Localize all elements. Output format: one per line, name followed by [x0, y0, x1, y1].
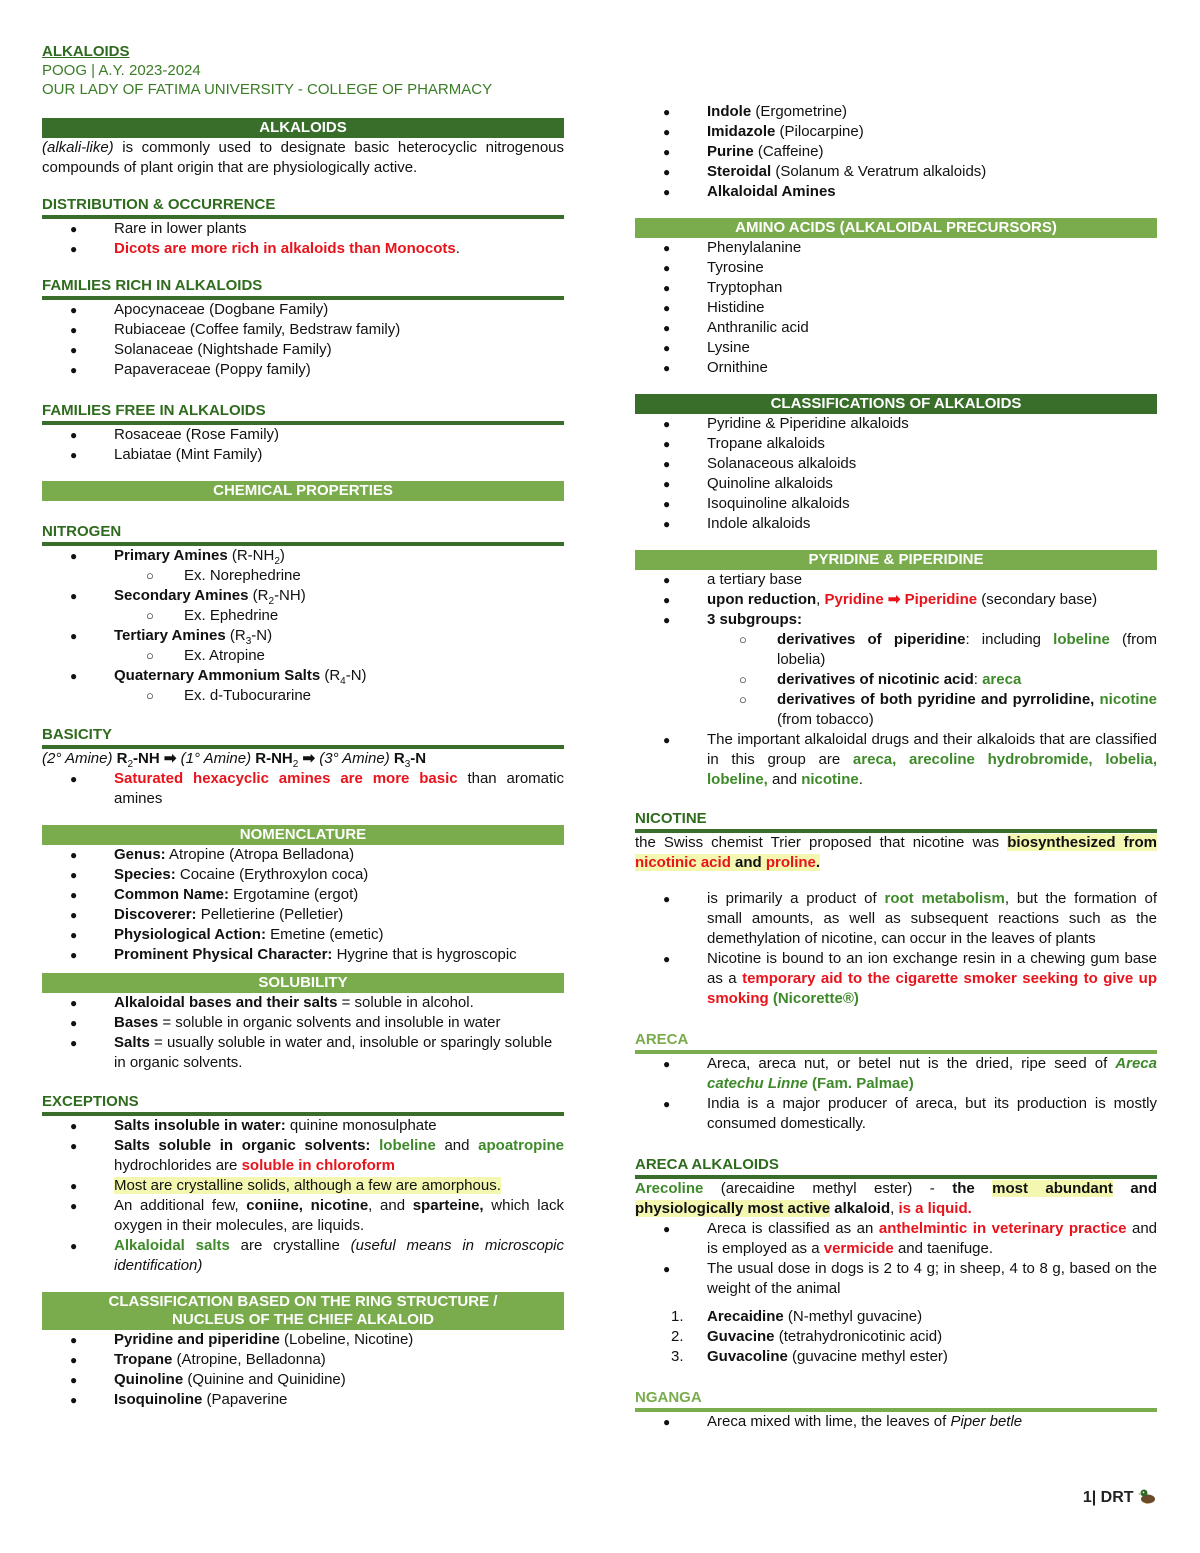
term: Common Name: [114, 886, 230, 903]
list-item: ● Solanaceae (Nightshade Family) [42, 340, 564, 360]
text: (1° Amine) [180, 750, 256, 767]
solubility-list [42, 993, 564, 1073]
highlighted-text: Most are crystalline solids, although a few are amorphous. [114, 1177, 501, 1194]
list-item [42, 586, 564, 626]
list-item: ● Rubiaceae (Coffee family, Bedstraw family) [42, 320, 564, 340]
green-text: Areca catechu Linne [707, 1055, 1157, 1092]
highlighted-text: and [730, 854, 766, 871]
list-item: ● Tropane alkaloids [635, 434, 1157, 454]
text: (secondary base) [977, 591, 1098, 608]
term: Purine [707, 143, 754, 160]
text: are crystalline [229, 1237, 351, 1254]
list-item [42, 1350, 564, 1370]
list-item: ● The usual dose in dogs is 2 to 4 g; in sheep, 4 to 8 g, based on the weight of the animal [635, 1259, 1157, 1299]
highlight-text: Pyridine ➡ Piperidine [824, 591, 978, 608]
nomenclature-list [42, 845, 564, 965]
text: (tetrahydronicotinic acid) [774, 1328, 943, 1345]
term: -NH ➡ [133, 750, 181, 767]
text: : including [965, 631, 1054, 648]
green-text: apoatropine [478, 1137, 565, 1154]
term: Physiological Action: [114, 926, 266, 943]
text: An additional few, [114, 1197, 247, 1214]
basicity-list [42, 769, 564, 809]
text: (2° Amine) [42, 750, 117, 767]
list-item [42, 993, 564, 1013]
term: upon reduction [707, 591, 817, 608]
section-nganga-heading: NGANGA [635, 1389, 1157, 1412]
list-item [42, 925, 564, 945]
highlighted-text: physiologically most active [635, 1200, 831, 1217]
text: (R [248, 587, 269, 604]
section-nomenclature-heading: NOMENCLATURE [42, 825, 564, 845]
term: and [1112, 1180, 1157, 1197]
list-item [42, 666, 564, 706]
text: (R [225, 627, 246, 644]
term: Species: [114, 866, 176, 883]
term: Prominent Physical Character: [114, 946, 333, 963]
list-item [635, 102, 1157, 122]
exceptions-list [42, 1116, 564, 1276]
areca-alkaloids-list [635, 1219, 1157, 1299]
text: (arecaidine methyl ester) - [703, 1180, 953, 1197]
sub-item: ○ Ex. Norephedrine [42, 566, 564, 586]
section-areca-alkaloids-heading: ARECA ALKALOIDS [635, 1156, 1157, 1179]
section-solubility-heading: SOLUBILITY [42, 973, 564, 993]
page-footer [1083, 1488, 1156, 1508]
nganga-list [635, 1412, 1157, 1432]
list-item [635, 590, 1157, 610]
list-item [42, 239, 564, 259]
highlighted-text: . [815, 854, 821, 871]
doc-school: OUR LADY OF FATIMA UNIVERSITY - COLLEGE OF PHARMACY [42, 81, 493, 98]
text: and [435, 1137, 479, 1154]
text: Nicotine is bound to an ion exchange resin in a chewing gum base as a [707, 950, 1157, 987]
areca-list [635, 1054, 1157, 1134]
term: R [393, 750, 405, 767]
section-exceptions-heading: EXCEPTIONS [42, 1093, 564, 1116]
term: derivatives of both pyridine and pyrrolidine, [777, 691, 1095, 708]
list-item [42, 1330, 564, 1350]
text: (Pilocarpine) [775, 123, 864, 140]
text: (from tobacco) [777, 711, 874, 728]
text: the Swiss chemist Trier proposed that nicotine was [635, 834, 1008, 851]
list-item: ● Solanaceous alkaloids [635, 454, 1157, 474]
term: Indole [707, 103, 752, 120]
text: Ergotamine (ergot) [229, 886, 359, 903]
list-item [42, 1390, 564, 1410]
text: Cocaine (Erythroxylon coca) [175, 866, 369, 883]
term: 3 subgroups: [707, 611, 803, 628]
families-free-list [42, 425, 564, 465]
green-text: (Nicorette®) [768, 990, 859, 1007]
term: Imidazole [707, 123, 776, 140]
text: (R-NH [227, 547, 275, 564]
text: -N) [345, 667, 367, 684]
term: derivatives of nicotinic acid [777, 671, 974, 688]
highlighted-text: most abundant [992, 1180, 1113, 1197]
ring-list-left [42, 1330, 564, 1410]
term: Alkaloidal bases and their salts [114, 994, 338, 1011]
right-column [635, 102, 1157, 1432]
term: Tropane [114, 1351, 173, 1368]
definition-text: is commonly used to designate basic heterocyclic nitrogenous compounds of plant origin that are physiologically active. [42, 139, 564, 176]
text: (Caffeine) [753, 143, 824, 160]
term: Quinoline [114, 1371, 184, 1388]
numbered-item [635, 1347, 1157, 1367]
text: and is employed as a [707, 1220, 1157, 1257]
list-item: ● Indole alkaloids [635, 514, 1157, 534]
list-item [635, 122, 1157, 142]
list-item [635, 162, 1157, 182]
list-item [635, 182, 1157, 202]
sub-item [635, 670, 1157, 690]
text: (Quinine and Quinidine) [183, 1371, 346, 1388]
text: , and [368, 1197, 413, 1214]
term: Primary Amines [114, 547, 228, 564]
term: Salts [114, 1034, 150, 1051]
text: The important alkaloidal drugs and their alkaloids that are classified in this group are [707, 731, 1157, 768]
text: Areca, areca nut, or betel nut is the dried, ripe seed of [707, 1055, 1116, 1072]
section-classifications-heading: CLASSIFICATIONS OF ALKALOIDS [635, 394, 1157, 414]
text: (Lobeline, Nicotine) [279, 1331, 414, 1348]
term: Quaternary Ammonium Salts [114, 667, 321, 684]
text: : [973, 671, 983, 688]
text: ) [279, 547, 285, 564]
highlight-text: Dicots are more rich in alkaloids than Monocots [114, 240, 456, 257]
list-item: ● Labiatae (Mint Family) [42, 445, 564, 465]
subscript: 2 [292, 759, 299, 770]
list-item [42, 1196, 564, 1236]
green-text: (Fam. Palmae) [807, 1075, 914, 1092]
text: . [858, 771, 863, 788]
highlight-text: nicotinic acid [635, 854, 731, 871]
section-nitrogen-heading: NITROGEN [42, 523, 564, 546]
list-item [635, 1219, 1157, 1259]
amino-list [635, 238, 1157, 378]
text: (Papaverine [202, 1391, 288, 1408]
subscript: 4 [340, 676, 346, 687]
list-item [42, 1176, 564, 1196]
highlight-text: soluble in chloroform [241, 1157, 395, 1174]
item-number: 2. [671, 1328, 684, 1345]
term: Steroidal [707, 163, 772, 180]
nicotine-list [635, 889, 1157, 1009]
green-text: nicotine [801, 771, 859, 788]
text: -NH) [274, 587, 306, 604]
list-item [635, 610, 1157, 730]
doc-course: POOG | A.Y. 2023-2024 [42, 62, 201, 79]
text: (guvacine methyl ester) [787, 1348, 948, 1365]
numbered-item [635, 1327, 1157, 1347]
term: Guvacoline [707, 1348, 788, 1365]
list-item: ● Anthranilic acid [635, 318, 1157, 338]
term: Genus: [114, 846, 166, 863]
highlight-text: is a liquid. [898, 1200, 972, 1217]
term: Isoquinoline [114, 1391, 203, 1408]
subgroups-list [635, 630, 1157, 730]
section-alkaloids-heading: ALKALOIDS [42, 118, 564, 138]
list-item: ● Quinoline alkaloids [635, 474, 1157, 494]
text: which lack oxygen in their molecules, are liquids. [114, 1197, 564, 1234]
text: Emetine (emetic) [265, 926, 384, 943]
areca-alkaloids-numbered [635, 1307, 1157, 1367]
text: and [767, 771, 802, 788]
list-item [42, 1136, 564, 1176]
text: (R [320, 667, 341, 684]
text: (Atropine, Belladonna) [172, 1351, 326, 1368]
distribution-list [42, 219, 564, 259]
green-text: Alkaloidal salts [114, 1237, 230, 1254]
text: Atropine (Atropa Belladona) [165, 846, 355, 863]
list-item [635, 730, 1157, 790]
text: (Solanum & Veratrum alkaloids) [771, 163, 987, 180]
text: and taenifuge. [893, 1240, 994, 1257]
text: hydrochlorides are [114, 1157, 242, 1174]
list-item [42, 626, 564, 666]
text: (N-methyl guvacine) [783, 1308, 923, 1325]
sub-item: ○ Ex. Ephedrine [42, 606, 564, 626]
subscript: 2 [127, 759, 134, 770]
italic-text: Piper betle [950, 1413, 1023, 1430]
page-number: 1| DRT [1082, 1489, 1134, 1506]
highlight-text: anthelmintic in veterinary practice [878, 1220, 1127, 1237]
ring-list-right [635, 102, 1157, 202]
left-column [42, 118, 564, 1410]
list-item [635, 949, 1157, 1009]
text: = soluble in organic solvents and insoluble in water [158, 1014, 501, 1031]
term: Arecaidine [707, 1308, 784, 1325]
green-text: lobeline [379, 1137, 436, 1154]
list-item [42, 1370, 564, 1390]
list-item [42, 769, 564, 809]
list-item [42, 1116, 564, 1136]
text: , [890, 1200, 899, 1217]
list-item: ● Rosaceae (Rose Family) [42, 425, 564, 445]
term: Pyridine and piperidine [114, 1331, 280, 1348]
term: Salts soluble in organic solvents: [114, 1137, 371, 1154]
sub-item [635, 630, 1157, 670]
term: R-NH [255, 750, 293, 767]
text: Pelletierine (Pelletier) [196, 906, 344, 923]
list-item: ● Histidine [635, 298, 1157, 318]
highlight-text: vermicide [823, 1240, 894, 1257]
term: alkaloid [830, 1200, 891, 1217]
sub-item [635, 690, 1157, 730]
green-text: nicotine [1099, 691, 1158, 708]
list-item: ● Tryptophan [635, 278, 1157, 298]
green-text: areca, arecoline hydrobromide, lobelia, lobeline, [707, 751, 1157, 788]
green-text: areca [982, 671, 1022, 688]
term: R [116, 750, 128, 767]
basicity-order [42, 749, 564, 769]
section-nicotine-heading: NICOTINE [635, 810, 1157, 833]
list-item: ● Pyridine & Piperidine alkaloids [635, 414, 1157, 434]
text: Areca is classified as an [707, 1220, 879, 1237]
subscript: 3 [404, 759, 411, 770]
term: Guvacine [707, 1328, 775, 1345]
term: -N [410, 750, 427, 767]
term: coniine, nicotine [246, 1197, 369, 1214]
doc-title: ALKALOIDS [42, 43, 130, 60]
green-text: Arecoline [635, 1180, 704, 1197]
section-families-rich-heading: FAMILIES RICH IN ALKALOIDS [42, 277, 564, 300]
term: Alkaloidal Amines [707, 183, 836, 200]
list-item: ● Papaveraceae (Poppy family) [42, 360, 564, 380]
text: Hygrine that is hygroscopic [332, 946, 517, 963]
list-item: ● Apocynaceae (Dogbane Family) [42, 300, 564, 320]
list-item [635, 889, 1157, 949]
heading-line: CLASSIFICATION BASED ON THE RING STRUCTURE / [108, 1293, 498, 1310]
pyridine-list [635, 570, 1157, 790]
list-item [42, 945, 564, 965]
subscript: 3 [245, 636, 252, 647]
text: = soluble in alcohol. [337, 994, 474, 1011]
document-header [42, 42, 582, 99]
numbered-item [635, 1307, 1157, 1327]
list-item [635, 1054, 1157, 1094]
item-number: 1. [671, 1308, 684, 1325]
list-item: ● Ornithine [635, 358, 1157, 378]
nicotine-intro [635, 833, 1157, 873]
text: (3° Amine) [319, 750, 394, 767]
classifications-list [635, 414, 1157, 534]
list-item [42, 1013, 564, 1033]
list-item [635, 1412, 1157, 1432]
list-item [42, 845, 564, 865]
term: derivatives of piperidine [777, 631, 966, 648]
section-chemical-heading: CHEMICAL PROPERTIES [42, 481, 564, 501]
text: (from lobelia) [777, 631, 1157, 668]
list-item: ● Rare in lower plants [42, 219, 564, 239]
term: ➡ [298, 750, 320, 767]
list-item [42, 1033, 564, 1073]
text: . [455, 240, 460, 257]
highlight-text: Saturated hexacyclic amines are more basic [114, 770, 458, 787]
list-item: ● India is a major producer of areca, but its production is mostly consumed domestically. [635, 1094, 1157, 1134]
text: is primarily a product of [707, 890, 885, 907]
term: Tertiary Amines [114, 627, 226, 644]
list-item [42, 546, 564, 586]
subscript: 2 [274, 556, 280, 567]
list-item: ● Tyrosine [635, 258, 1157, 278]
section-areca-heading: ARECA [635, 1031, 1157, 1054]
text: than aromatic amines [114, 770, 565, 807]
duck-icon [1138, 1488, 1156, 1504]
nitrogen-list [42, 546, 564, 706]
green-text: lobeline [1053, 631, 1110, 648]
term: Salts insoluble in water: [114, 1117, 286, 1134]
highlight-text: temporary aid to the cigarette smoker seeking to give up smoking [707, 970, 1157, 1007]
list-item [42, 865, 564, 885]
list-item: ● Lysine [635, 338, 1157, 358]
text: (Ergometrine) [751, 103, 848, 120]
list-item: ● a tertiary base [635, 570, 1157, 590]
subscript: 2 [268, 596, 275, 607]
definition-italic: (alkali-like) [42, 139, 114, 156]
sub-item: ○ Ex. Atropine [42, 646, 564, 666]
highlighted-text: biosynthesized from [1007, 834, 1157, 851]
text: quinine monosulphate [285, 1117, 437, 1134]
text: -N) [251, 627, 273, 644]
section-amino-heading: AMINO ACIDS (ALKALOIDAL PRECURSORS) [635, 218, 1157, 238]
list-item: ● Phenylalanine [635, 238, 1157, 258]
text: = usually soluble in water and, insoluble or sparingly soluble in organic solvents. [114, 1034, 553, 1071]
section-ring-heading [42, 1292, 564, 1330]
text: , [816, 591, 825, 608]
text: Areca mixed with lime, the leaves of [707, 1413, 951, 1430]
alkaloids-definition [42, 138, 564, 178]
families-rich-list [42, 300, 564, 380]
section-basicity-heading: BASICITY [42, 726, 564, 749]
green-text: root metabolism [884, 890, 1005, 907]
item-number: 3. [671, 1348, 684, 1365]
text: , but the formation of small amounts, as well as subsequent reactions such as the demethylation of nicotine, can occur in the leaves of plants [707, 890, 1158, 947]
term: Secondary Amines [114, 587, 249, 604]
heading-line: NUCLEUS OF THE CHIEF ALKALOID [172, 1311, 434, 1328]
list-item [42, 885, 564, 905]
list-item: ● Isoquinoline alkaloids [635, 494, 1157, 514]
sub-item: ○ Ex. d-Tubocurarine [42, 686, 564, 706]
term: Discoverer: [114, 906, 197, 923]
section-pyridine-heading: PYRIDINE & PIPERIDINE [635, 550, 1157, 570]
list-item [42, 1236, 564, 1276]
italic-text: (useful means in microscopic identification) [114, 1237, 565, 1274]
arecoline-intro [635, 1179, 1157, 1219]
list-item [42, 905, 564, 925]
section-distribution-heading: DISTRIBUTION & OCCURRENCE [42, 196, 564, 219]
highlight-text: proline [765, 854, 816, 871]
section-families-free-heading: FAMILIES FREE IN ALKALOIDS [42, 402, 564, 425]
term: Bases [114, 1014, 159, 1031]
list-item [635, 142, 1157, 162]
term: sparteine, [412, 1197, 484, 1214]
term: the [952, 1180, 993, 1197]
